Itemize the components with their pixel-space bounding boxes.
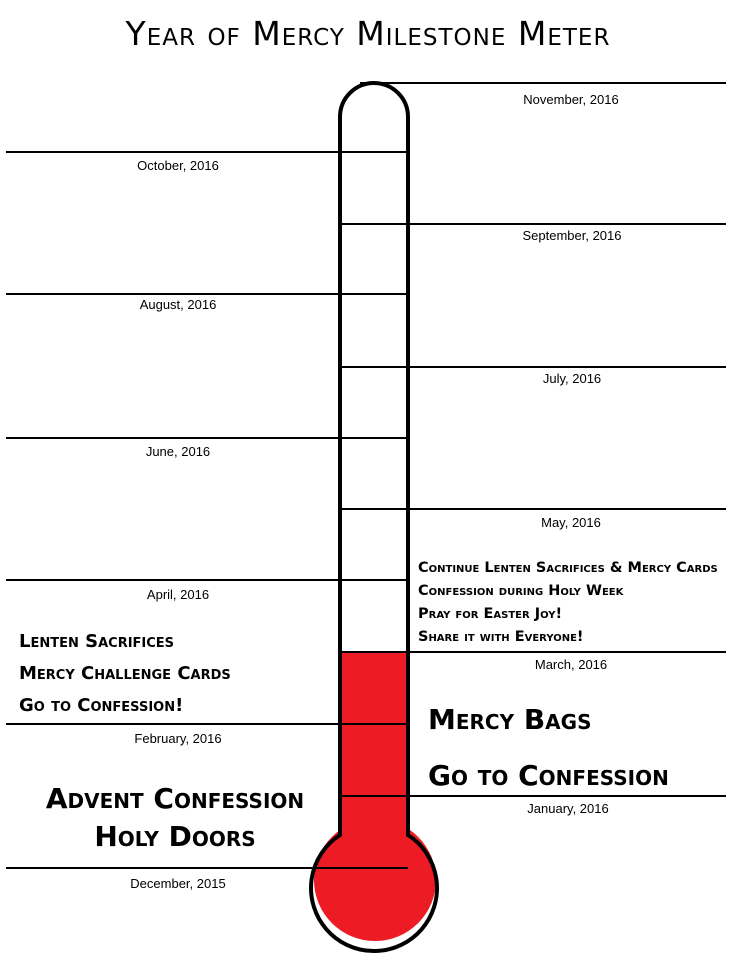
note-line: Go to Confession xyxy=(428,759,669,792)
note-line: Confession during Holy Week xyxy=(418,583,624,599)
note-line: Advent Confession xyxy=(45,782,305,815)
march-milestone-notes xyxy=(418,557,718,649)
note-line: Pray for Easter Joy! xyxy=(418,606,563,622)
month-label-june-2016: June, 2016 xyxy=(145,444,211,459)
note-line: Continue Lenten Sacrifices & Mercy Cards xyxy=(418,560,718,576)
december-milestone-notes xyxy=(26,780,324,856)
february-milestone-notes xyxy=(19,626,231,722)
month-label-december-2015: December, 2015 xyxy=(130,876,226,891)
month-label-september-2016: September, 2016 xyxy=(522,228,622,243)
month-label-february-2016: February, 2016 xyxy=(134,731,222,746)
month-label-august-2016: August, 2016 xyxy=(139,297,217,312)
month-label-november-2016: November, 2016 xyxy=(523,92,619,107)
note-line: Holy Doors xyxy=(94,820,256,853)
note-line: Lenten Sacrifices xyxy=(19,631,175,652)
month-label-may-2016: May, 2016 xyxy=(541,515,601,530)
january-milestone-notes xyxy=(428,692,669,804)
month-label-march-2016: March, 2016 xyxy=(534,657,608,672)
month-label-january-2016: January, 2016 xyxy=(527,801,609,816)
mercury-bulb xyxy=(314,819,436,941)
page-title: Year of Mercy Milestone Meter xyxy=(125,14,611,53)
note-line: Go to Confession! xyxy=(19,695,184,716)
note-line: Mercy Challenge Cards xyxy=(19,663,231,684)
month-label-october-2016: October, 2016 xyxy=(137,158,219,173)
note-line: Mercy Bags xyxy=(428,703,592,736)
month-label-april-2016: April, 2016 xyxy=(146,587,210,602)
note-line: Share it with Everyone! xyxy=(418,629,584,645)
month-label-july-2016: July, 2016 xyxy=(542,371,602,386)
